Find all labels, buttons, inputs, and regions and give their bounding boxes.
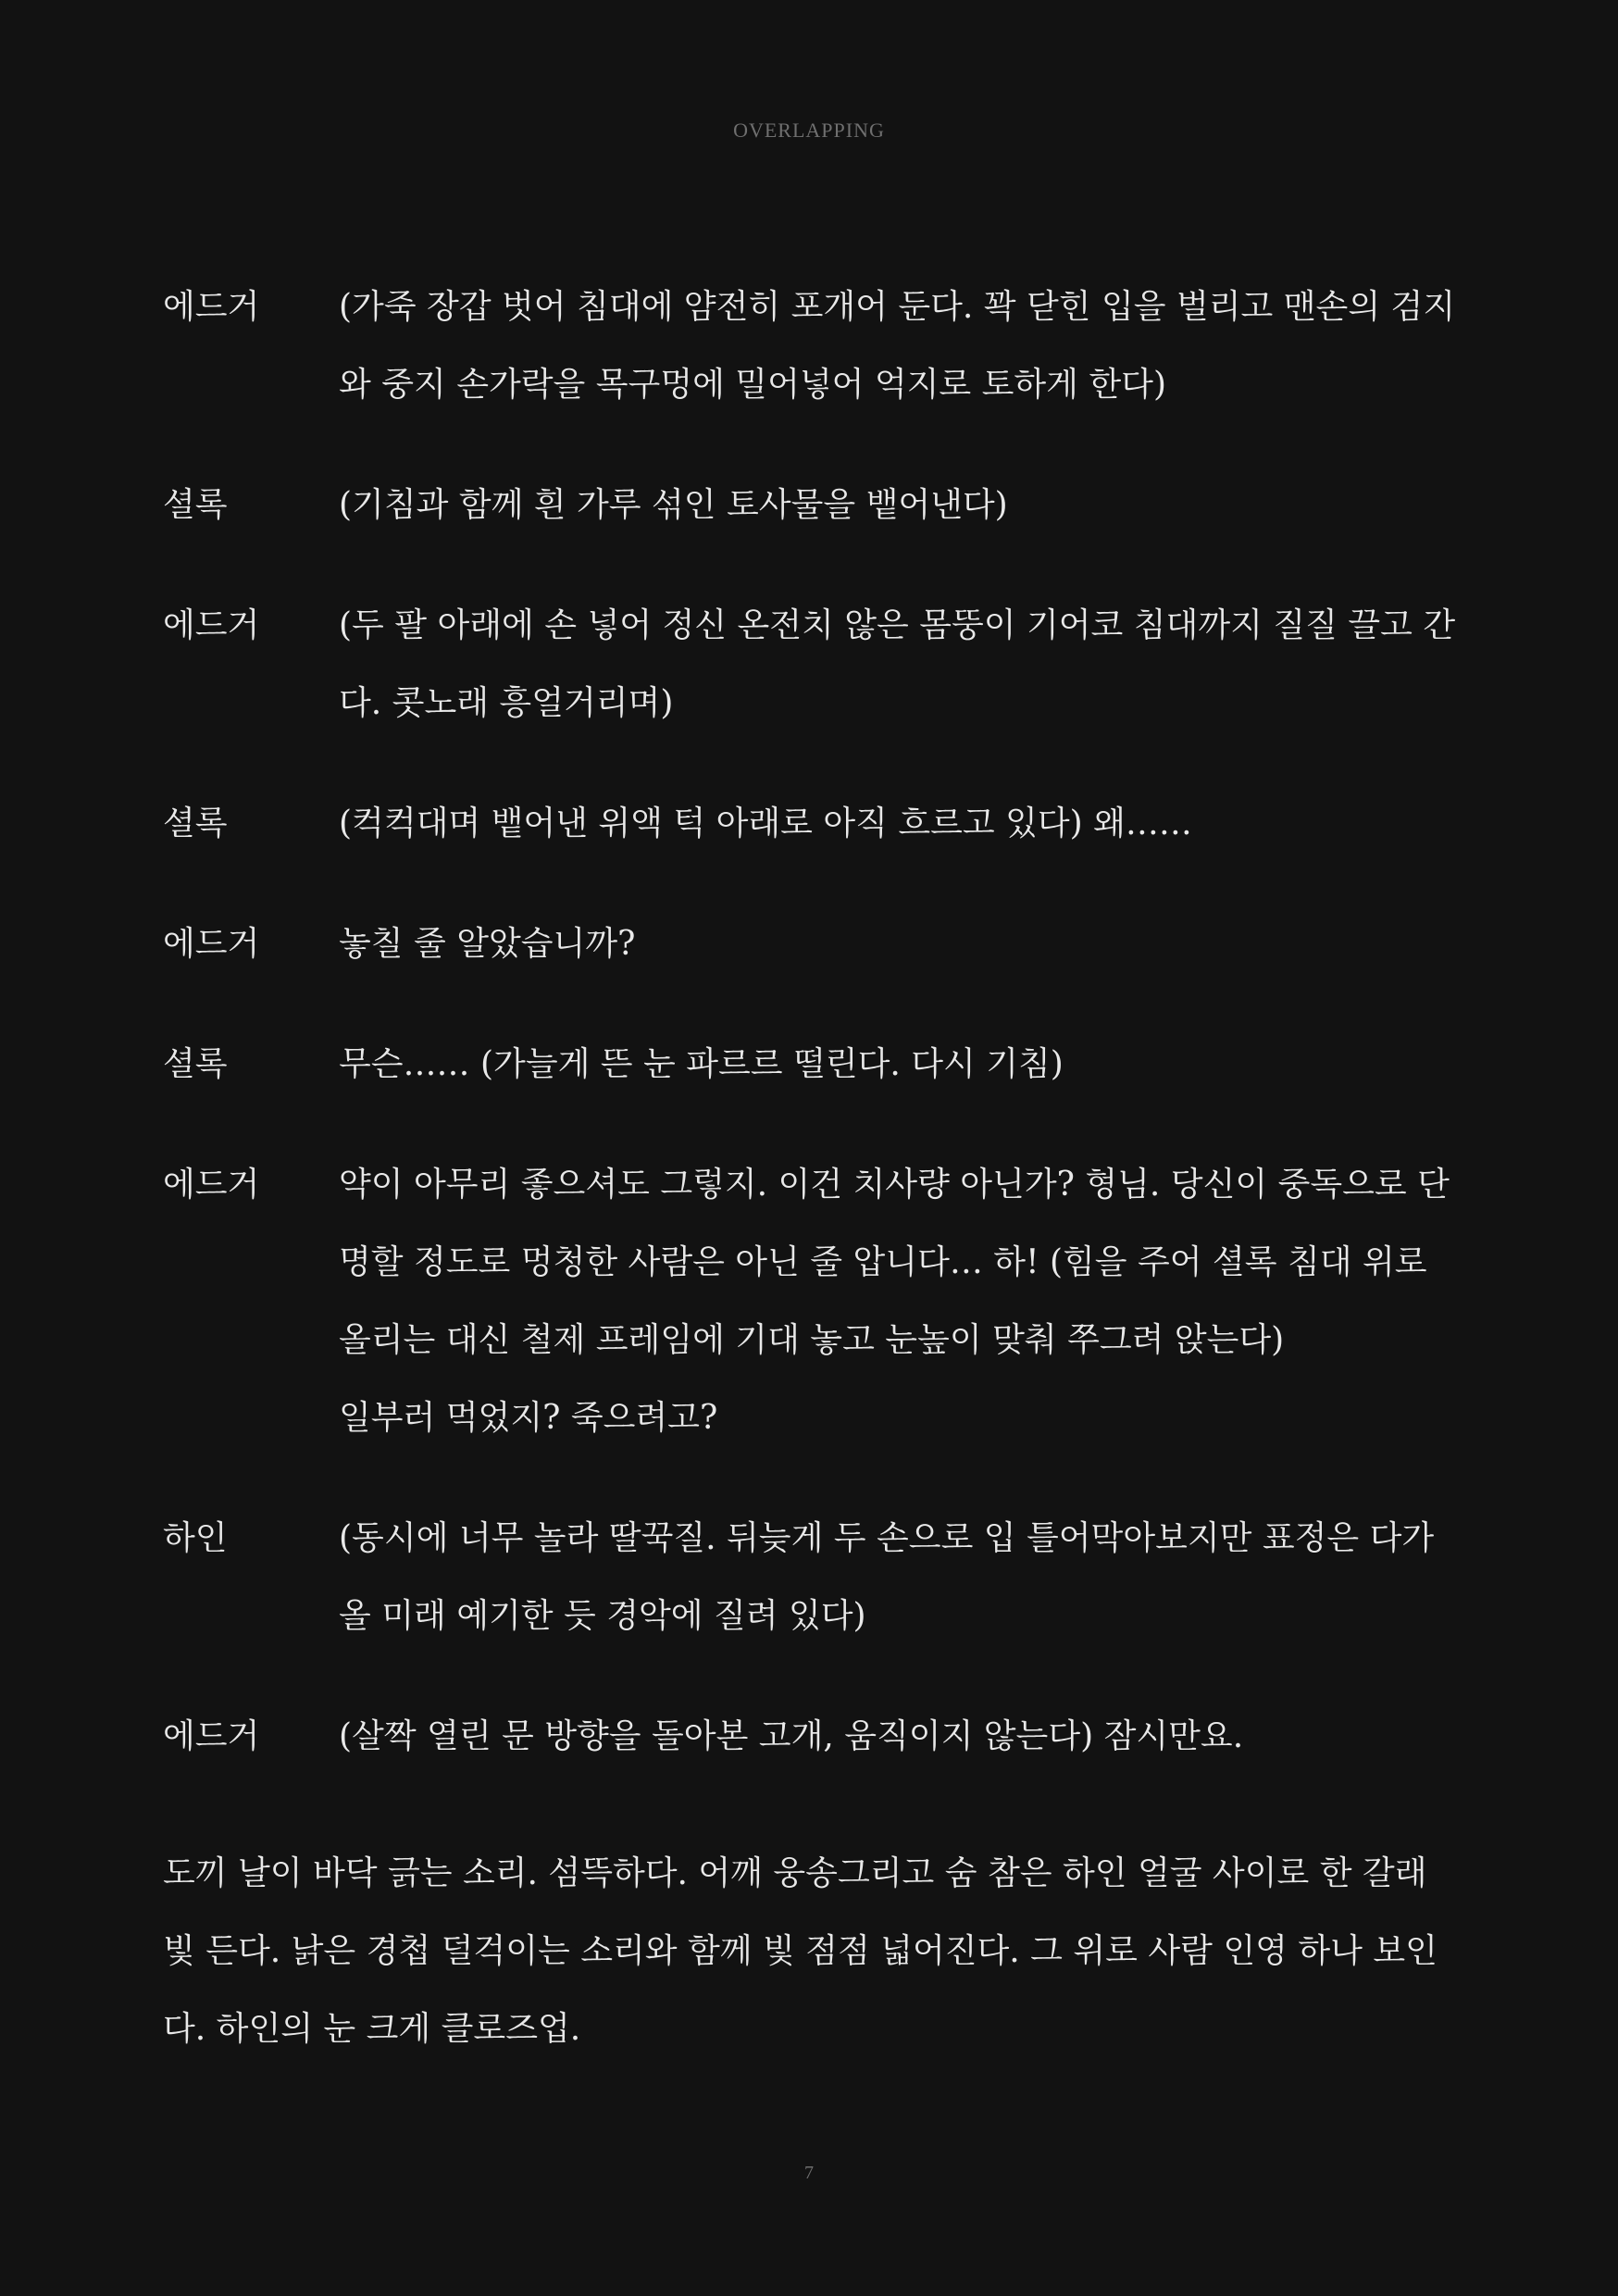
dialogue-entry [163,1026,1468,1104]
dialogue-text [339,467,1468,544]
dialogue-line: (동시에 너무 놀라 딸꾹질. 뒤늦게 두 손으로 입 틀어막아보지만 표정은 다가 [339,1519,1435,1557]
dialogue-line: (살짝 열린 문 방향을 돌아본 고개, 움직이지 않는다) 잠시만요. [339,1717,1244,1755]
dialogue-text [339,785,1468,863]
speaker-name: 에드거 [163,288,260,326]
dialogue-line: (컥컥대며 뱉어낸 위액 턱 아래로 아직 흐르고 있다) 왜…… [339,805,1192,842]
dialogue-entry [163,467,1468,544]
narration-line: 빛 든다. 낡은 경첩 덜걱이는 소리와 함께 빛 점점 넓어진다. 그 위로 사람 인영 하나 보인 [163,1932,1438,1970]
speaker-name: 셜록 [163,1045,228,1083]
narration-line: 다. 하인의 눈 크게 클로즈업. [163,2010,581,2048]
page-number: 7 [804,2163,814,2183]
speaker-name: 에드거 [163,925,260,963]
speaker-name: 에드거 [163,1717,260,1755]
dialogue-entry [163,587,1468,742]
speaker-name: 에드거 [163,1166,260,1204]
dialogue-line: 와 중지 손가락을 목구멍에 밀어넣어 억지로 토하게 한다) [339,366,1166,404]
dialogue-line: 놓칠 줄 알았습니까? [339,925,636,963]
dialogue-text [339,587,1468,742]
dialogue-entry [163,1500,1468,1655]
dialogue-entry [163,1146,1468,1457]
dialogue-line: 명할 정도로 멍청한 사람은 아닌 줄 압니다… 하! (힘을 주어 셜록 침대 위로 [339,1243,1427,1281]
dialogue-text [339,268,1468,424]
dialogue-text [339,1146,1468,1457]
dialogue-line: 일부러 먹었지? 죽으려고? [339,1399,718,1437]
dialogue-text [339,1698,1468,1776]
dialogue-line: (기침과 함께 흰 가루 섞인 토사물을 뱉어낸다) [339,486,1008,524]
dialogue-line: 무슨…… (가늘게 뜬 눈 파르르 떨린다. 다시 기침) [339,1045,1064,1083]
speaker-name: 셜록 [163,805,228,842]
dialogue-entry [163,1698,1468,1776]
page-header: OVERLAPPING [733,119,885,142]
dialogue-line: 다. 콧노래 흥얼거리며) [339,684,674,722]
dialogue-entry [163,905,1468,983]
narration-paragraph [163,1835,1454,2068]
narration-line: 도끼 날이 바닥 긁는 소리. 섬뜩하다. 어깨 웅송그리고 숨 참은 하인 얼굴 사이로 한 갈래 [163,1854,1427,1892]
dialogue-text [339,1026,1468,1104]
script-body [163,268,1468,1818]
dialogue-entry [163,785,1468,863]
dialogue-line: 올리는 대신 철제 프레임에 기대 놓고 눈높이 맞춰 쭈그려 앉는다) [339,1321,1285,1359]
dialogue-line: 올 미래 예기한 듯 경악에 질려 있다) [339,1597,866,1635]
dialogue-text [339,1500,1468,1655]
dialogue-entry [163,268,1468,424]
dialogue-line: 약이 아무리 좋으셔도 그렇지. 이건 치사량 아닌가? 형님. 당신이 중독으로 단 [339,1166,1450,1204]
dialogue-line: (가죽 장갑 벗어 침대에 얌전히 포개어 둔다. 꽉 닫힌 입을 벌리고 맨손의 검지 [339,288,1456,326]
speaker-name: 하인 [163,1519,228,1557]
dialogue-line: (두 팔 아래에 손 넣어 정신 온전치 않은 몸뚱이 기어코 침대까지 질질 끌고 간 [339,606,1456,644]
dialogue-text [339,905,1468,983]
speaker-name: 셜록 [163,486,228,524]
speaker-name: 에드거 [163,606,260,644]
